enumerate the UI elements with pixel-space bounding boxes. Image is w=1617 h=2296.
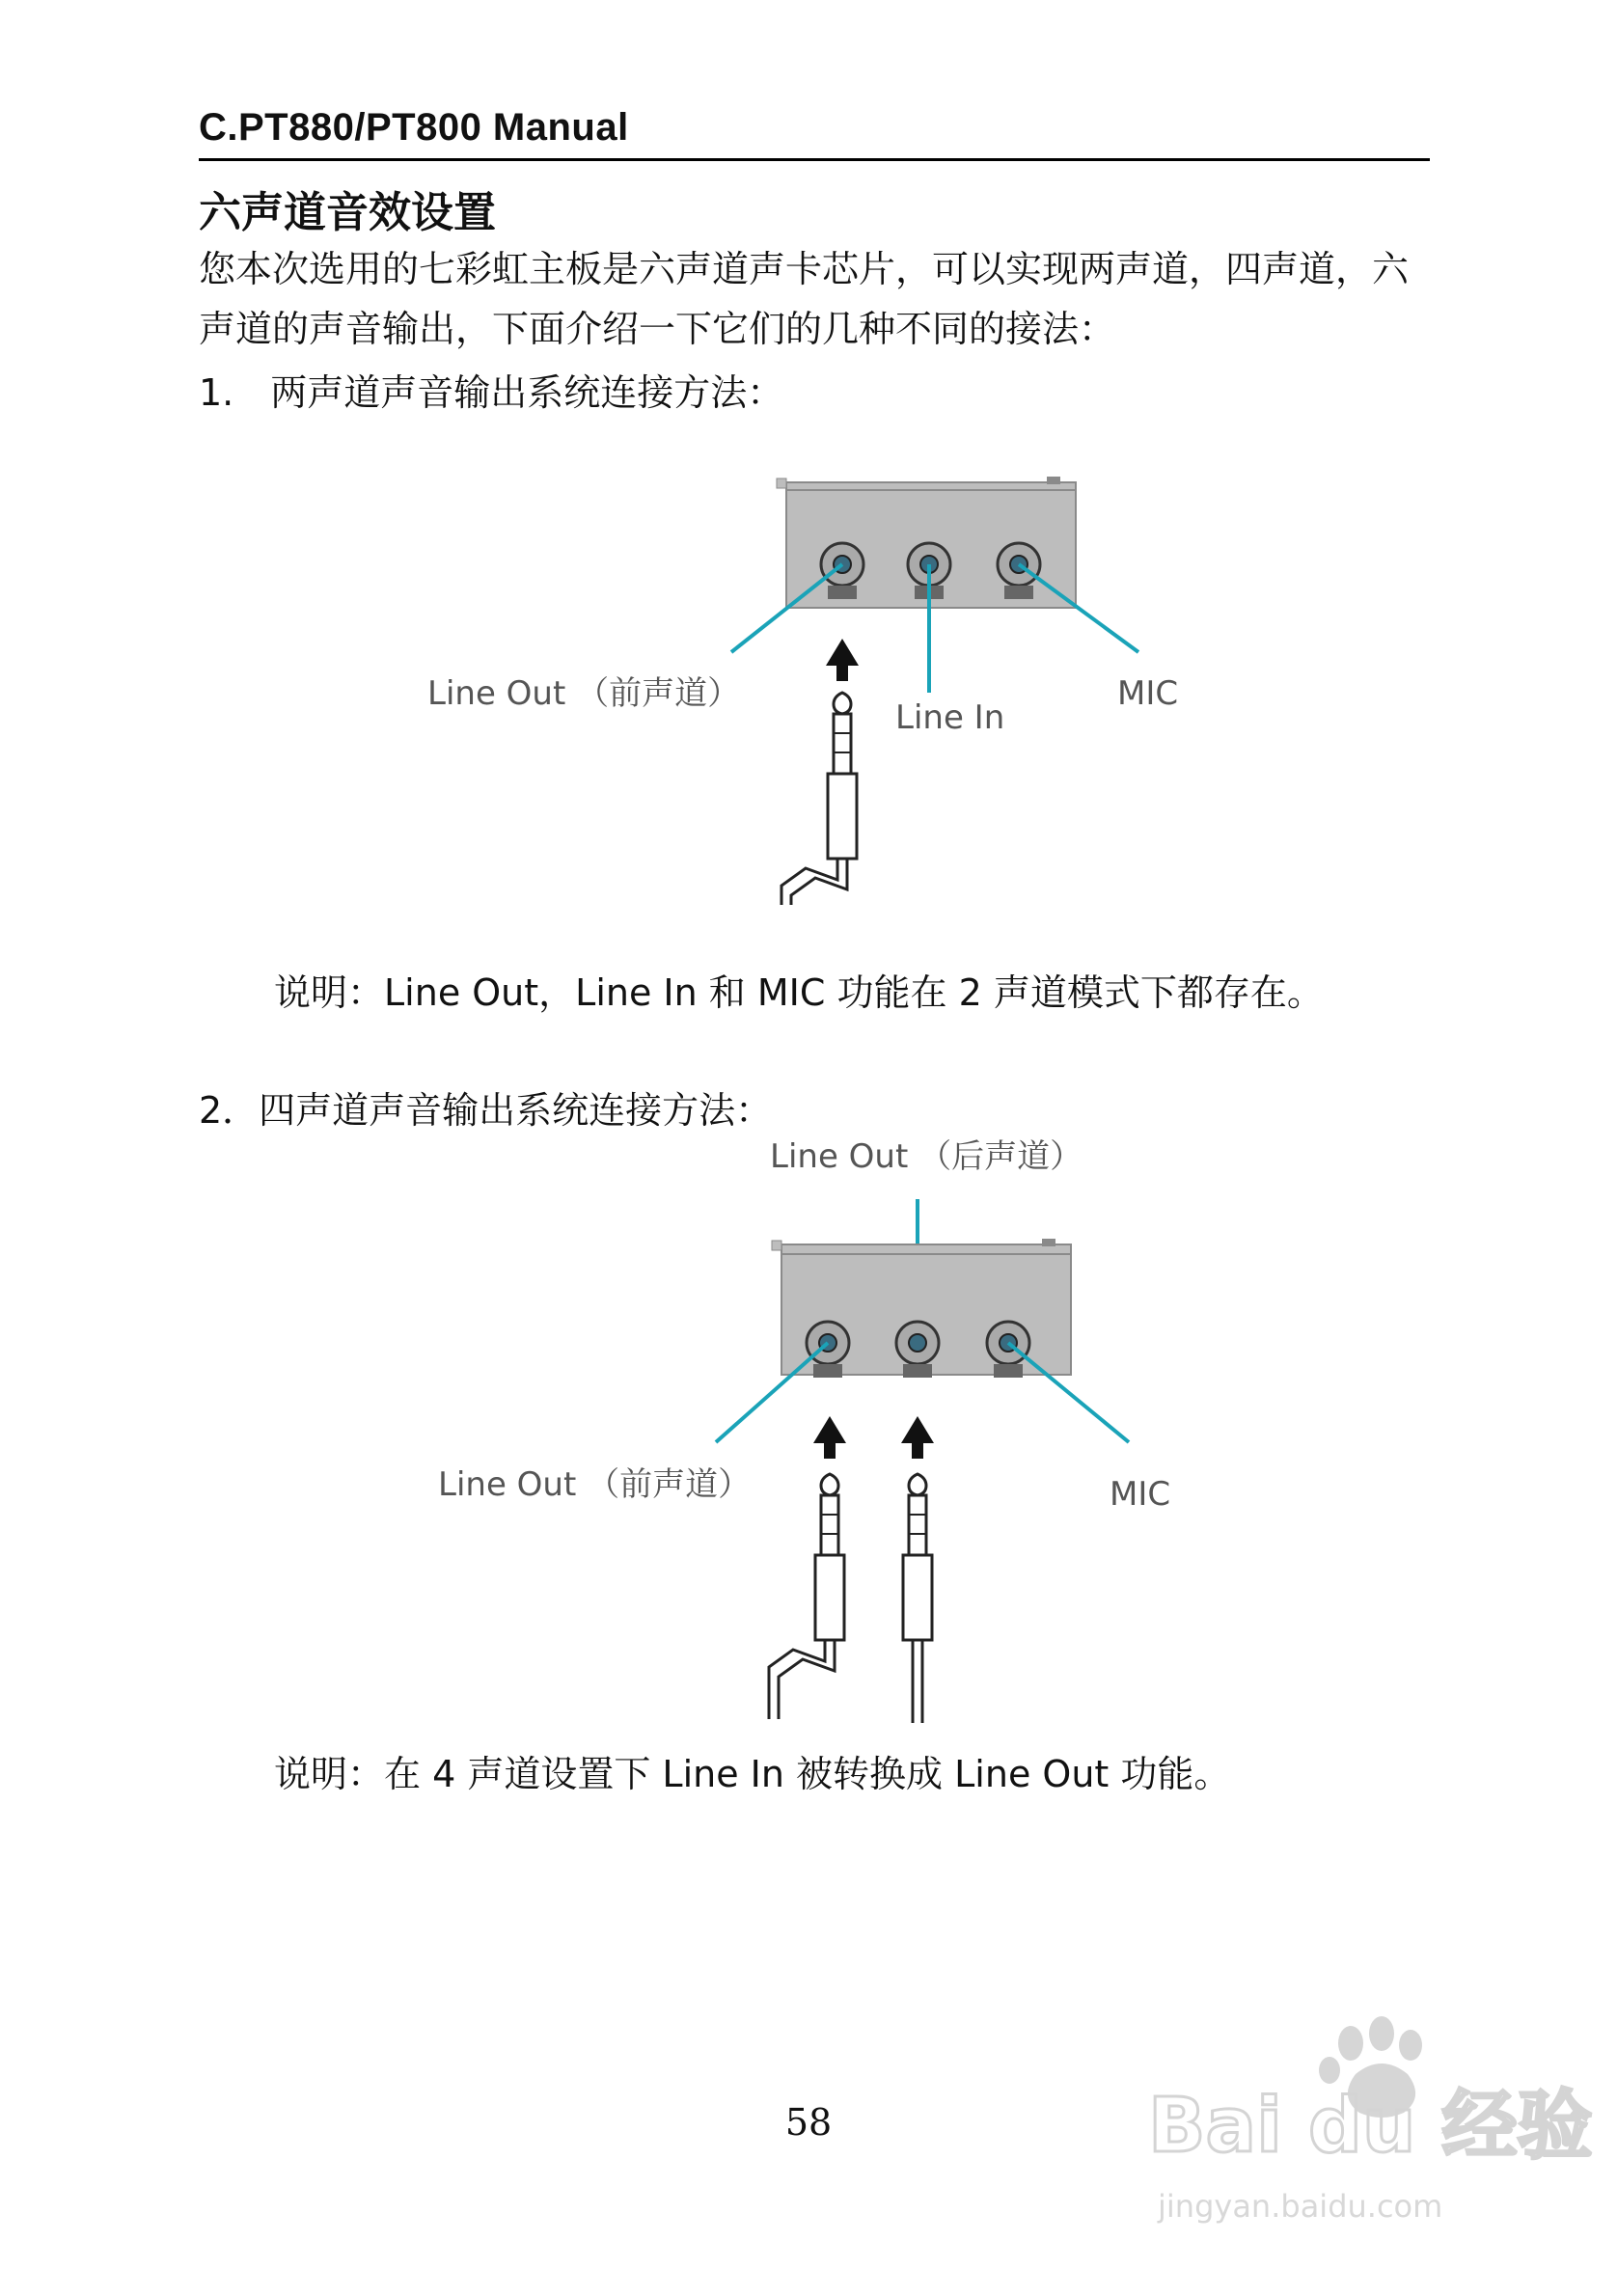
label-line-out-front-2: Line Out （前声道） bbox=[438, 1465, 752, 1504]
step1-note: 说明：Line Out，Line In 和 MIC 功能在 2 声道模式下都存在。 bbox=[274, 971, 1324, 1014]
step1-heading: 1. 两声道声音输出系统连接方法： bbox=[199, 371, 784, 414]
label-mic-1: MIC bbox=[1117, 674, 1179, 713]
manual-header-title: C.PT880/PT800 Manual bbox=[199, 106, 629, 149]
watermark-brand: Bai du 经验 bbox=[1148, 2083, 1593, 2170]
label-line-out-front-1: Line Out （前声道） bbox=[427, 674, 741, 713]
page-number: 58 bbox=[784, 2101, 833, 2144]
watermark-url: jingyan.baidu.com bbox=[1158, 2188, 1443, 2225]
label-line-in-1: Line In bbox=[895, 698, 1005, 737]
step2-note: 说明：在 4 声道设置下 Line In 被转换成 Line Out 功能。 bbox=[274, 1753, 1231, 1795]
step2-heading: 2．四声道声音输出系统连接方法： bbox=[199, 1089, 773, 1132]
section-title: 六声道音效设置 bbox=[199, 188, 496, 237]
label-line-out-rear: Line Out （后声道） bbox=[770, 1137, 1083, 1176]
intro-paragraph: 您本次选用的七彩虹主板是六声道声卡芯片，可以实现两声道，四声道，六声道的声音输出，下面介绍一下它们的几种不同的接法： bbox=[199, 248, 1410, 350]
label-mic-2: MIC bbox=[1110, 1475, 1171, 1514]
